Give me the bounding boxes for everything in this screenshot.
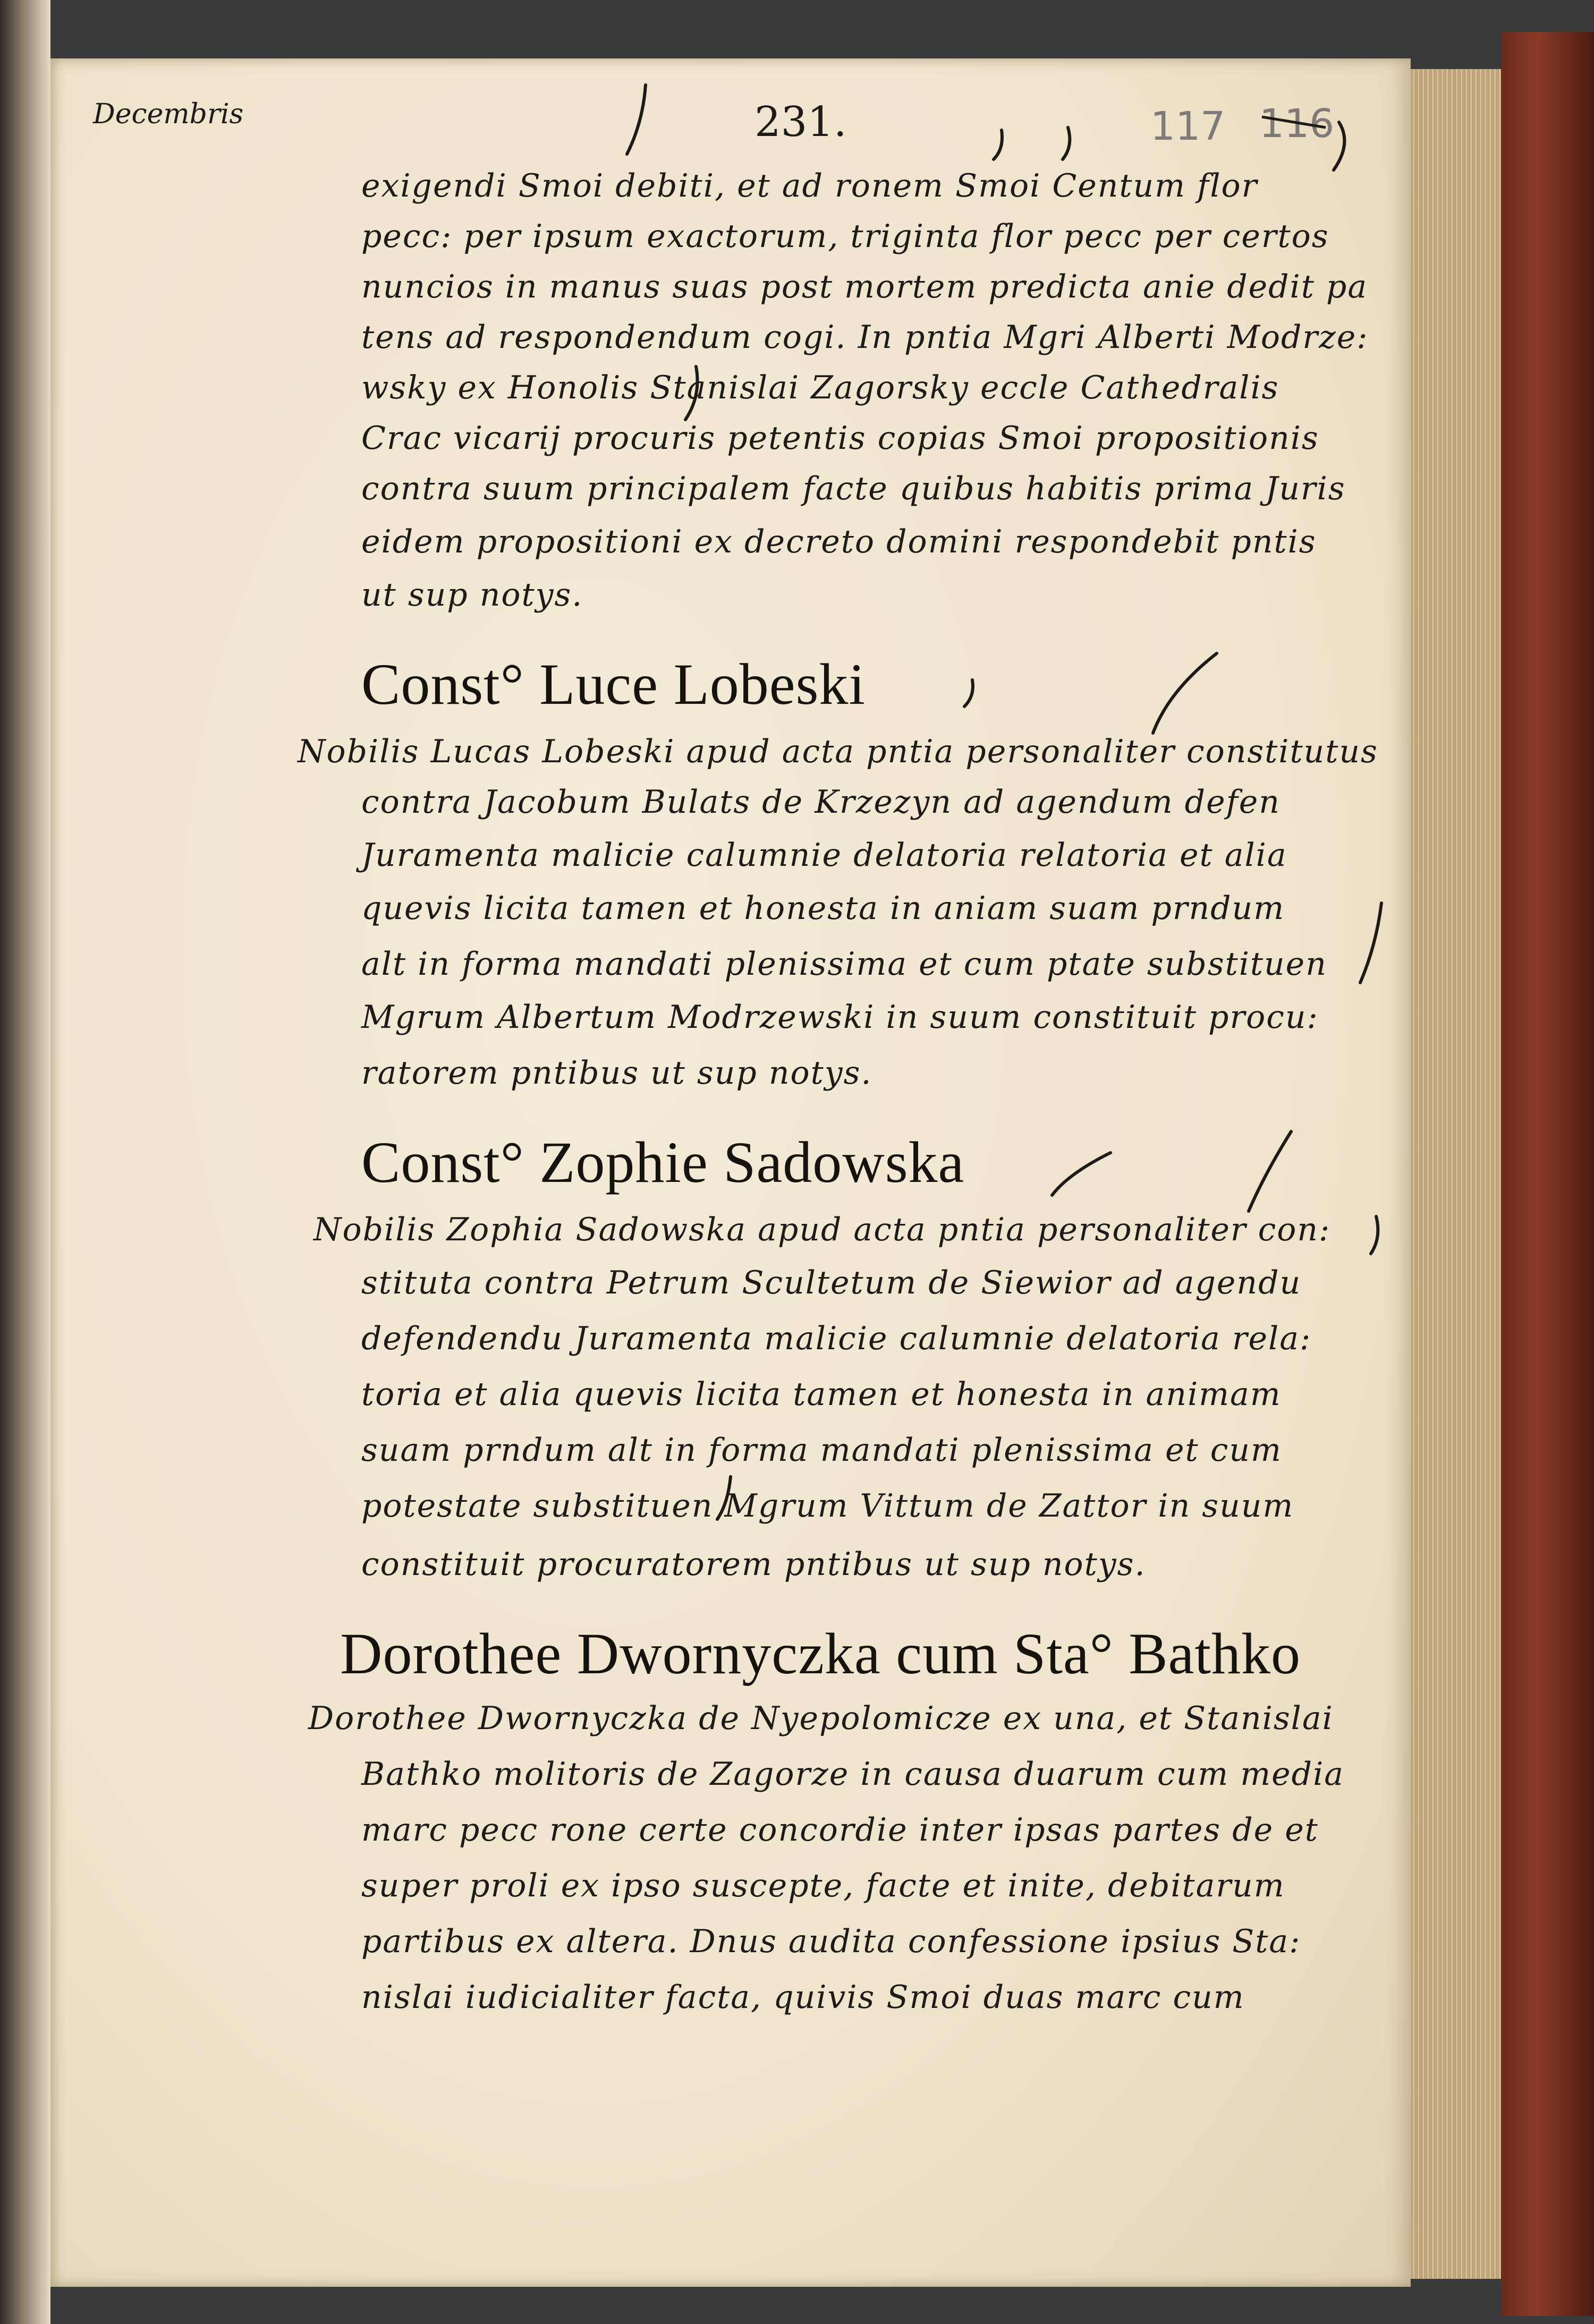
text-line: stituta contra Petrum Scultetum de Siewior ad agendu [361,1264,1302,1301]
entry-heading: Const° Zophie Sadowska [361,1130,965,1195]
text-line: eidem propositioni ex decreto domini respondebit pntis [361,523,1317,560]
ink-stroke [1063,127,1070,159]
text-line: super proli ex ipso suscepte, facte et inite, debitarum [361,1867,1285,1904]
text-line: nuncios in manus suas post mortem predicta anie dedit pa [361,268,1368,305]
text-line: Dorothee Dwornyczka de Nyepolomicze ex una, et Stanislai [308,1700,1334,1737]
ink-stroke [1334,122,1344,170]
text-line: contra suum principalem facte quibus habitis prima Juris [361,470,1346,507]
text-line: potestate substituen Mgrum Vittum de Zattor in suum [361,1487,1294,1525]
text-line: toria et alia quevis licita tamen et honesta in animam [361,1376,1282,1413]
ink-stroke [1371,1216,1378,1254]
folio-number: 231. [754,98,847,146]
text-line: marc pecc rone certe concordie inter ipsas partes de et [361,1811,1319,1849]
ink-stroke [685,367,698,420]
ink-stroke [717,1477,731,1519]
text-line: tens ad respondendum cogi. In pntia Mgri Alberti Modrze: [361,319,1369,356]
text-line: ut sup notys. [361,576,583,614]
text-line: defendendu Juramenta malicie calumnie delatoria rela: [361,1320,1312,1357]
text-line: ratorem pntibus ut sup notys. [361,1054,872,1092]
text-line: Crac vicarij procuris petentis copias Smoi propositionis [361,420,1319,457]
text-line: exigendi Smoi debiti, et ad ronem Smoi Centum flor [361,167,1258,205]
ink-stroke [1249,1131,1291,1211]
ink-stroke [627,85,646,154]
text-line: Juramenta malicie calumnie delatoria relatoria et alia [361,837,1287,874]
ink-stroke [994,130,1002,159]
text-line: Nobilis Zophia Sadowska apud acta pntia personaliter con: [313,1211,1331,1248]
text-line: suam prndum alt in forma mandati plenissima et cum [361,1432,1282,1469]
text-line: constituit procuratorem pntibus ut sup notys. [361,1546,1146,1583]
pencil-folio-number-struck: 116 [1259,101,1335,147]
text-line: Bathko molitoris de Zagorze in causa duarum cum media [361,1756,1345,1793]
text-line: Mgrum Albertum Modrzewski in suum constituit procu: [361,999,1319,1036]
text-line: wsky ex Honolis Stanislai Zagorsky eccle Cathedralis [361,369,1279,406]
text-line: partibus ex altera. Dnus audita confessione ipsius Sta: [361,1923,1301,1960]
pencil-folio-number: 117 [1150,104,1226,149]
text-line: alt in forma mandati plenissima et cum ptate substituen [361,946,1327,983]
text-line: Nobilis Lucas Lobeski apud acta pntia personaliter constitutus [298,733,1378,770]
text-line: contra Jacobum Bulats de Krzezyn ad agendum defen [361,784,1281,821]
text-line: nislai iudicialiter facta, quivis Smoi duas marc cum [361,1979,1245,2016]
ink-stroke [1360,903,1381,983]
entry-heading: Dorothee Dwornyczka cum Sta° Bathko [340,1621,1301,1686]
ink-stroke [1052,1153,1110,1195]
text-line: pecc: per ipsum exactorum, triginta flor pecc per certos [361,218,1329,255]
ink-stroke [964,680,973,706]
ink-stroke [1153,653,1217,733]
text-line: quevis licita tamen et honesta in aniam suam prndum [361,890,1285,927]
margin-note: Decembris [93,98,244,130]
strike-line [1262,117,1326,127]
entry-heading: Const° Luce Lobeski [361,652,866,717]
